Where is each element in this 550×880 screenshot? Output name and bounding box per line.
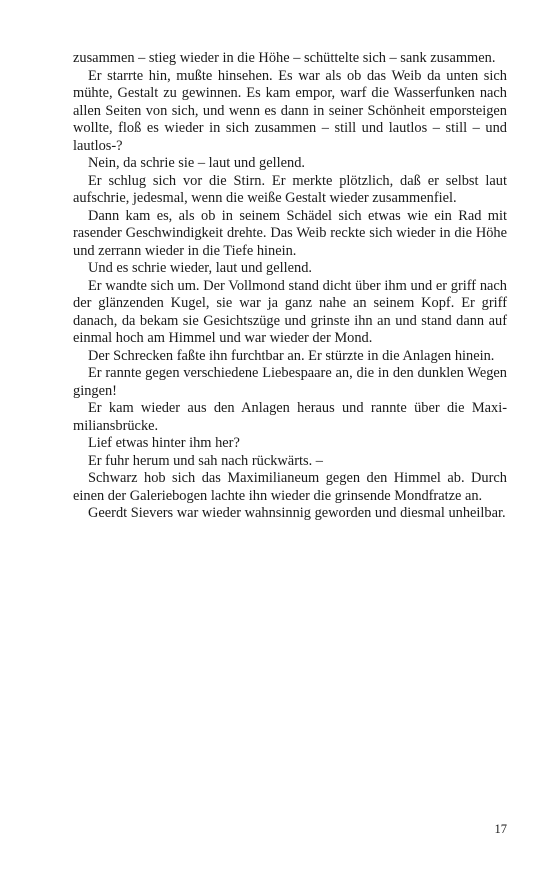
paragraph: Er kam wieder aus den Anlagen heraus und rannte über die Maximiliansbrücke. bbox=[73, 400, 507, 434]
paragraph: zusammen – stieg wieder in die Höhe – schüttelte sich – sank zusammen. bbox=[73, 50, 496, 66]
paragraph: Nein, da schrie sie – laut und gellend. bbox=[88, 155, 305, 171]
paragraph: Er starrte hin, mußte hinsehen. Es war als ob das Weib da unten sich mühte, Gestalt zu gewinnen. Es kam empor, warf die Wasserfunken nach allen Seiten von sich, und wenn es dann in seiner Schönheit emporsteigen wollte, floß es wieder in sich zusammen – still und lautlos – still – und lautlos-? bbox=[73, 67, 507, 154]
paragraph: Dann kam es, als ob in seinem Schädel sich etwas wie ein Rad mit rasender Geschwindigkeit drehte. Das Weib reckte sich wieder in die Höhe und zerrann wieder in die Tiefe hinein. bbox=[73, 207, 507, 259]
paragraph: Er fuhr herum und sah nach rückwärts. – bbox=[88, 452, 323, 469]
paragraph: Er schlug sich vor die Stirn. Er merkte plötzlich, daß er selbst laut aufschrie, jedesmal, wenn die weiße Gestalt wieder zusammenfiel. bbox=[73, 172, 507, 206]
page-number: 17 bbox=[494, 822, 507, 836]
paragraph: Geerdt Sievers war wieder wahnsinnig geworden und diesmal unheilbar. bbox=[88, 505, 506, 521]
body-text bbox=[73, 50, 507, 523]
paragraph: Und es schrie wieder, laut und gellend. bbox=[88, 260, 313, 276]
paragraph: Er rannte gegen verschiedene Liebespaare an, die in den dunklen Wegen gingen! bbox=[73, 365, 507, 399]
paragraph: Lief etwas hinter ihm her? bbox=[88, 435, 240, 451]
paragraph: Schwarz hob sich das Maximilianeum gegen den Himmel ab. Durch einen der Galeriebogen lachte ihn wieder die grinsende Mondfratze an. bbox=[73, 470, 507, 504]
paragraph: Der Schrecken faßte ihn furchtbar an. Er stürzte in die Anlagen hinein. bbox=[88, 347, 495, 364]
paragraph: Er wandte sich um. Der Vollmond stand dicht über ihm und er griff nach der glänzenden Kugel, sie war ja ganz nahe an seinem Kopf. Er griff danach, da bekam sie Gesichtszüge und grinste ihn an und stand dann auf einmal hoch am Himmel und war wieder der Mond. bbox=[73, 277, 507, 346]
